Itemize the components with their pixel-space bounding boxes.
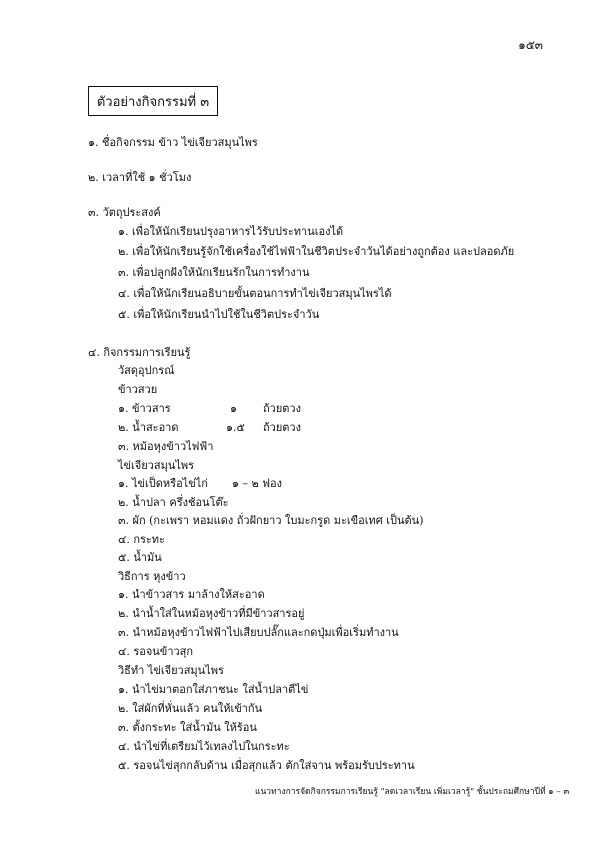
omelet-method-step: ๔. นำไข่ที่เตรียมไว้เทลงไปในกระทะ — [118, 740, 290, 753]
rice-method-step: ๒. นำน้ำใส่ในหม้อหุงข้าวที่มีข้าวสารอยู่ — [118, 607, 305, 620]
section-activity-name: ๑. ชื่อกิจกรรม ข้าว ไข่เจียวสมุนไพร — [88, 136, 258, 149]
material-item: ๓. หม้อหุงข้าวไฟฟ้า — [118, 440, 214, 453]
omelet-method-step: ๑. นำไข่มาตอกใส่ภาชนะ ใส่น้ำปลาตีไข่ — [118, 683, 309, 696]
page-footer: แนวทางการจัดกิจกรรมการเรียนรู้ "ลดเวลาเรียน เพิ่มเวลารู้" ชั้นประถมศึกษาปีที่ ๑ – ๓ — [255, 787, 570, 797]
material-unit: ถ้วยตวง — [263, 402, 301, 415]
omelet-method-step: ๕. รอจนไข่สุกกลับด้าน เมื่อสุกแล้ว ตักใส่จาน พร้อมรับประทาน — [118, 759, 415, 772]
material-item: ๔. กระทะ — [118, 533, 165, 546]
objective-item: ๑. เพื่อให้นักเรียนปรุงอาหารไว้รับประทานเองได้ — [118, 225, 344, 238]
rice-heading: ข้าวสวย — [118, 383, 158, 396]
objective-item: ๒. เพื่อให้นักเรียนรู้จักใช้เครื่องใช้ไฟฟ้าในชีวิตประจำวันได้อย่างถูกต้อง และปลอดภัย — [118, 245, 515, 258]
objective-item: ๕. เพื่อให้นักเรียนนำไปใช้ในชีวิตประจำวัน — [118, 308, 320, 321]
omelet-method-step: ๒. ใส่ผักที่หั่นแล้ว คนให้เข้ากัน — [118, 702, 263, 715]
material-unit: ถ้วยตวง — [263, 421, 301, 434]
material-qty: ๑.๕ — [226, 421, 245, 434]
objective-item: ๔. เพื่อให้นักเรียนอธิบายขั้นตอนการทำไข่เจียวสมุนไพรได้ — [118, 287, 392, 300]
rice-method-heading: วิธีการ หุงข้าว — [118, 570, 186, 583]
rice-method-step: ๓. นำหม้อหุงข้าวไฟฟ้าไปเสียบปลั๊กและกดปุ่มเพื่อเริ่มทำงาน — [118, 626, 399, 639]
page-number: ๑๕๓ — [518, 38, 543, 52]
omelet-heading: ไข่เจียวสมุนไพร — [118, 459, 195, 472]
material-qty: ๑ — [230, 402, 237, 415]
material-qty: ๑ – ๒ ฟอง — [232, 477, 282, 490]
objective-item: ๓. เพื่อปลูกฝังให้นักเรียนรักในการทำงาน — [118, 266, 310, 279]
material-item: ๒. น้ำปลา ครึ่งช้อนโต๊ะ — [118, 496, 229, 509]
materials-heading: วัสดุอุปกรณ์ — [118, 364, 175, 377]
omelet-method-step: ๓. ตั้งกระทะ ใส่น้ำมัน ให้ร้อน — [118, 721, 257, 734]
section-learning-activities: ๔. กิจกรรมการเรียนรู้ — [88, 346, 191, 359]
rice-method-step: ๑. นำข้าวสาร มาล้างให้สะอาด — [118, 588, 265, 601]
activity-title-box — [88, 86, 218, 116]
material-name: ๑. ไข่เป็ดหรือไข่ไก่ — [118, 477, 208, 490]
section-objectives: ๓. วัตถุประสงค์ — [88, 206, 161, 219]
activity-title: ตัวอย่างกิจกรรมที่ ๓ — [96, 94, 210, 110]
section-time: ๒. เวลาที่ใช้ ๑ ชั่วโมง — [88, 171, 192, 184]
omelet-method-heading: วิธีทำ ไข่เจียวสมุนไพร — [118, 664, 224, 677]
material-name: ๑. ข้าวสาร — [118, 402, 171, 415]
material-item: ๕. น้ำมัน — [118, 551, 162, 564]
rice-method-step: ๔. รอจนข้าวสุก — [118, 645, 194, 658]
material-name: ๒. น้ำสะอาด — [118, 421, 179, 434]
material-item: ๓. ผัก (กะเพรา หอมแดง ถั่วฝักยาว ใบมะกรูด มะเขือเทศ เป็นต้น) — [118, 514, 424, 527]
